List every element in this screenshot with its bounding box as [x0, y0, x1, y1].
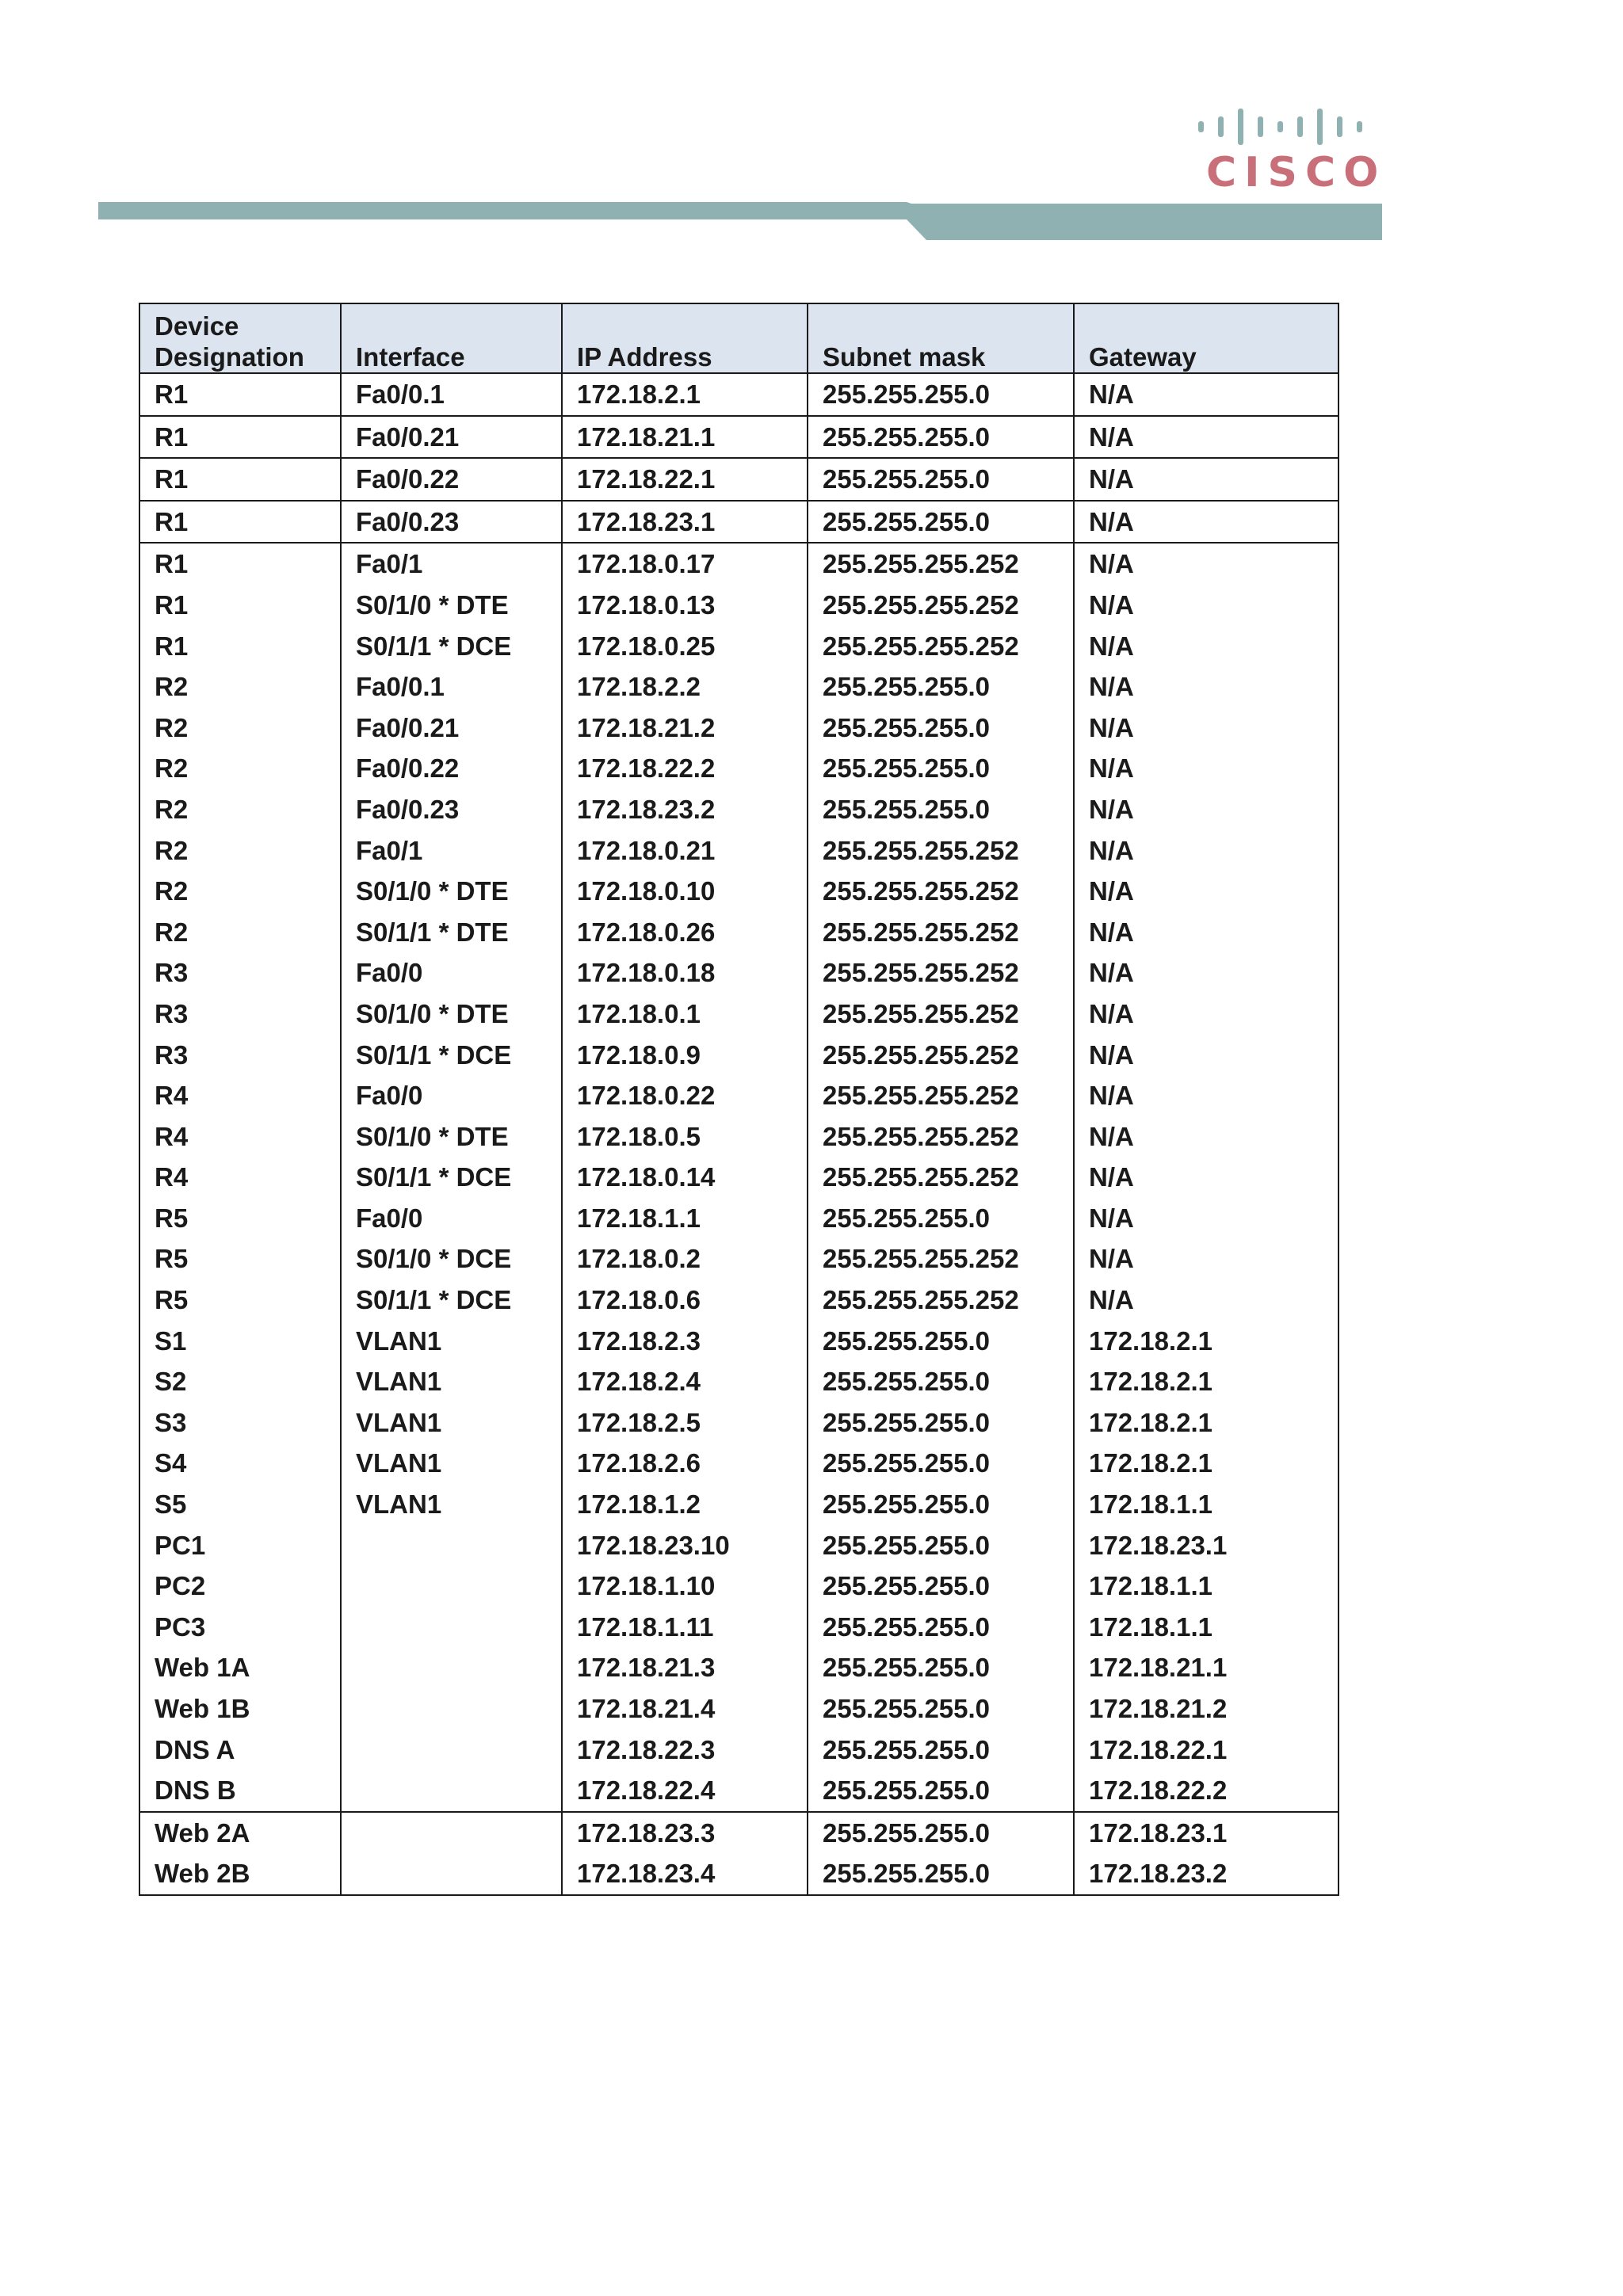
cell-interface: Fa0/0.1	[341, 373, 562, 416]
logo-bar	[1337, 116, 1342, 137]
cell-ip-address: 172.18.23.3	[562, 1812, 808, 1854]
cell-device: R2	[139, 707, 341, 749]
cell-interface: S0/1/0 * DTE	[341, 871, 562, 912]
cell-gateway: N/A	[1074, 912, 1338, 953]
cell-device: DNS B	[139, 1770, 341, 1812]
cell-device: R1	[139, 543, 341, 585]
table-row	[139, 1157, 1338, 1198]
cell-subnet-mask: 255.255.255.252	[808, 1075, 1074, 1116]
logo-bar	[1277, 121, 1283, 132]
cell-gateway: N/A	[1074, 585, 1338, 626]
cell-device: S1	[139, 1321, 341, 1362]
table-row	[139, 458, 1338, 501]
cell-device: R3	[139, 994, 341, 1035]
cell-interface: Fa0/0.21	[341, 416, 562, 459]
cell-gateway: N/A	[1074, 543, 1338, 585]
cell-gateway: 172.18.23.1	[1074, 1812, 1338, 1854]
column-header-device-designation	[139, 303, 341, 373]
cell-interface: Fa0/0.22	[341, 458, 562, 501]
cell-ip-address: 172.18.0.10	[562, 871, 808, 912]
cell-subnet-mask: 255.255.255.252	[808, 543, 1074, 585]
cell-device: R5	[139, 1198, 341, 1239]
cell-subnet-mask: 255.255.255.252	[808, 1157, 1074, 1198]
cell-ip-address: 172.18.0.2	[562, 1238, 808, 1280]
cell-ip-address: 172.18.2.5	[562, 1402, 808, 1444]
cell-interface: S0/1/1 * DTE	[341, 912, 562, 953]
table-row	[139, 1321, 1338, 1362]
cell-subnet-mask: 255.255.255.0	[808, 1361, 1074, 1402]
cell-gateway: 172.18.2.1	[1074, 1402, 1338, 1444]
logo-bar	[1198, 121, 1204, 132]
logo-bar	[1297, 116, 1303, 137]
table-row	[139, 1607, 1338, 1648]
cell-ip-address: 172.18.22.3	[562, 1730, 808, 1771]
cell-interface: Fa0/0	[341, 1075, 562, 1116]
cell-ip-address: 172.18.21.1	[562, 416, 808, 459]
cell-subnet-mask: 255.255.255.0	[808, 1198, 1074, 1239]
cell-device: R5	[139, 1280, 341, 1321]
cell-ip-address: 172.18.1.11	[562, 1607, 808, 1648]
cell-gateway: 172.18.2.1	[1074, 1443, 1338, 1484]
cell-gateway: N/A	[1074, 952, 1338, 994]
table-row	[139, 871, 1338, 912]
cell-ip-address: 172.18.0.26	[562, 912, 808, 953]
cell-subnet-mask: 255.255.255.0	[808, 458, 1074, 501]
cell-gateway: N/A	[1074, 501, 1338, 543]
cell-gateway: N/A	[1074, 707, 1338, 749]
cell-gateway: N/A	[1074, 1035, 1338, 1076]
cell-gateway: N/A	[1074, 416, 1338, 459]
cell-interface	[341, 1730, 562, 1771]
table-row	[139, 1688, 1338, 1730]
cell-interface: VLAN1	[341, 1321, 562, 1362]
table-row	[139, 1812, 1338, 1854]
cell-ip-address: 172.18.23.10	[562, 1525, 808, 1566]
cell-gateway: 172.18.2.1	[1074, 1361, 1338, 1402]
cell-interface: VLAN1	[341, 1443, 562, 1484]
table-row	[139, 952, 1338, 994]
cell-subnet-mask: 255.255.255.0	[808, 1770, 1074, 1812]
cell-subnet-mask: 255.255.255.252	[808, 626, 1074, 667]
column-header-gateway: Gateway	[1074, 303, 1338, 373]
cell-ip-address: 172.18.1.10	[562, 1566, 808, 1607]
cisco-wordmark: CISCO	[1206, 149, 1387, 196]
cell-device: R1	[139, 626, 341, 667]
table-row	[139, 501, 1338, 543]
table-row	[139, 707, 1338, 749]
cell-subnet-mask: 255.255.255.252	[808, 994, 1074, 1035]
logo-bar	[1357, 121, 1362, 132]
cell-subnet-mask: 255.255.255.252	[808, 912, 1074, 953]
table-row	[139, 373, 1338, 416]
cell-subnet-mask: 255.255.255.0	[808, 501, 1074, 543]
cell-subnet-mask: 255.255.255.0	[808, 1688, 1074, 1730]
cell-ip-address: 172.18.0.18	[562, 952, 808, 994]
cell-device: R1	[139, 585, 341, 626]
cell-gateway: N/A	[1074, 871, 1338, 912]
cell-interface: S0/1/1 * DCE	[341, 1157, 562, 1198]
table-row	[139, 543, 1338, 585]
cell-gateway: 172.18.1.1	[1074, 1607, 1338, 1648]
table-row	[139, 1198, 1338, 1239]
table-row	[139, 1075, 1338, 1116]
cell-ip-address: 172.18.0.25	[562, 626, 808, 667]
cell-gateway: N/A	[1074, 1116, 1338, 1158]
column-header-ip-address: IP Address	[562, 303, 808, 373]
cell-ip-address: 172.18.0.22	[562, 1075, 808, 1116]
cell-ip-address: 172.18.22.4	[562, 1770, 808, 1812]
table-row	[139, 1525, 1338, 1566]
cell-device: R1	[139, 501, 341, 543]
table-row	[139, 1853, 1338, 1895]
cell-interface	[341, 1853, 562, 1895]
cell-subnet-mask: 255.255.255.0	[808, 1730, 1074, 1771]
table-row	[139, 1647, 1338, 1688]
cell-subnet-mask: 255.255.255.252	[808, 1116, 1074, 1158]
cell-gateway: N/A	[1074, 373, 1338, 416]
table-row	[139, 1402, 1338, 1444]
cell-subnet-mask: 255.255.255.0	[808, 1607, 1074, 1648]
cell-device: PC2	[139, 1566, 341, 1607]
cell-gateway: 172.18.22.2	[1074, 1770, 1338, 1812]
cell-ip-address: 172.18.0.14	[562, 1157, 808, 1198]
cell-subnet-mask: 255.255.255.0	[808, 416, 1074, 459]
cell-ip-address: 172.18.0.1	[562, 994, 808, 1035]
cell-interface: Fa0/0.1	[341, 666, 562, 707]
cell-subnet-mask: 255.255.255.0	[808, 748, 1074, 789]
cell-ip-address: 172.18.23.4	[562, 1853, 808, 1895]
table-row	[139, 1116, 1338, 1158]
cell-subnet-mask: 255.255.255.0	[808, 666, 1074, 707]
cell-interface	[341, 1812, 562, 1854]
cell-interface: Fa0/1	[341, 830, 562, 871]
cell-ip-address: 172.18.2.2	[562, 666, 808, 707]
cell-interface: S0/1/0 * DTE	[341, 585, 562, 626]
cell-subnet-mask: 255.255.255.0	[808, 1647, 1074, 1688]
cell-device: R2	[139, 830, 341, 871]
cell-device: Web 1B	[139, 1688, 341, 1730]
cell-device: R1	[139, 458, 341, 501]
cell-subnet-mask: 255.255.255.0	[808, 707, 1074, 749]
cell-interface: VLAN1	[341, 1361, 562, 1402]
cell-subnet-mask: 255.255.255.0	[808, 1812, 1074, 1854]
cell-ip-address: 172.18.22.1	[562, 458, 808, 501]
column-header-subnet-mask: Subnet mask	[808, 303, 1074, 373]
cell-gateway: N/A	[1074, 1198, 1338, 1239]
cell-device: Web 2A	[139, 1812, 341, 1854]
cell-ip-address: 172.18.1.2	[562, 1484, 808, 1525]
cell-ip-address: 172.18.2.3	[562, 1321, 808, 1362]
cell-ip-address: 172.18.23.2	[562, 789, 808, 830]
column-header-interface: Interface	[341, 303, 562, 373]
logo-bar	[1317, 109, 1323, 145]
column-header-device-line1: Device	[155, 311, 239, 341]
cell-gateway: N/A	[1074, 1238, 1338, 1280]
cell-interface: S0/1/1 * DCE	[341, 1035, 562, 1076]
cell-gateway: N/A	[1074, 1157, 1338, 1198]
cell-gateway: 172.18.23.2	[1074, 1853, 1338, 1895]
cell-ip-address: 172.18.2.4	[562, 1361, 808, 1402]
table-row	[139, 1566, 1338, 1607]
cell-device: R5	[139, 1238, 341, 1280]
cell-gateway: N/A	[1074, 626, 1338, 667]
cell-subnet-mask: 255.255.255.0	[808, 1402, 1074, 1444]
cell-interface: S0/1/0 * DCE	[341, 1238, 562, 1280]
table-header	[139, 303, 1338, 373]
table-row	[139, 626, 1338, 667]
table-row	[139, 1280, 1338, 1321]
table-row	[139, 666, 1338, 707]
cell-gateway: N/A	[1074, 1280, 1338, 1321]
cell-device: R3	[139, 952, 341, 994]
cell-device: Web 1A	[139, 1647, 341, 1688]
cell-ip-address: 172.18.0.9	[562, 1035, 808, 1076]
cell-subnet-mask: 255.255.255.0	[808, 1321, 1074, 1362]
cisco-logo	[1189, 93, 1387, 204]
cell-subnet-mask: 255.255.255.252	[808, 952, 1074, 994]
cell-subnet-mask: 255.255.255.252	[808, 1035, 1074, 1076]
table-row	[139, 994, 1338, 1035]
cisco-bars-icon	[1189, 93, 1387, 149]
cell-gateway: N/A	[1074, 666, 1338, 707]
logo-bar	[1258, 116, 1263, 137]
cell-gateway: 172.18.21.2	[1074, 1688, 1338, 1730]
table-row	[139, 912, 1338, 953]
cell-interface	[341, 1770, 562, 1812]
cell-subnet-mask: 255.255.255.0	[808, 789, 1074, 830]
cell-subnet-mask: 255.255.255.0	[808, 1566, 1074, 1607]
header-band	[98, 202, 1382, 242]
table-row	[139, 1770, 1338, 1812]
cell-ip-address: 172.18.21.2	[562, 707, 808, 749]
cell-device: R1	[139, 373, 341, 416]
cell-device: R2	[139, 871, 341, 912]
cell-ip-address: 172.18.0.17	[562, 543, 808, 585]
cell-gateway: 172.18.21.1	[1074, 1647, 1338, 1688]
cell-device: S3	[139, 1402, 341, 1444]
cell-interface: Fa0/1	[341, 543, 562, 585]
cell-gateway: N/A	[1074, 830, 1338, 871]
cell-subnet-mask: 255.255.255.0	[808, 373, 1074, 416]
cell-ip-address: 172.18.0.21	[562, 830, 808, 871]
cell-ip-address: 172.18.21.4	[562, 1688, 808, 1730]
table-row	[139, 1484, 1338, 1525]
logo-bar	[1218, 116, 1224, 137]
cell-interface	[341, 1566, 562, 1607]
cell-device: S5	[139, 1484, 341, 1525]
cell-gateway: 172.18.2.1	[1074, 1321, 1338, 1362]
cell-interface: S0/1/1 * DCE	[341, 1280, 562, 1321]
header-band-shape	[98, 202, 1382, 240]
cell-device: Web 2B	[139, 1853, 341, 1895]
cell-subnet-mask: 255.255.255.0	[808, 1443, 1074, 1484]
table-row	[139, 830, 1338, 871]
table-row	[139, 1238, 1338, 1280]
cell-interface: S0/1/0 * DTE	[341, 994, 562, 1035]
cell-ip-address: 172.18.2.6	[562, 1443, 808, 1484]
cell-interface	[341, 1647, 562, 1688]
table-body	[139, 373, 1338, 1895]
cell-gateway: N/A	[1074, 789, 1338, 830]
table-row	[139, 1035, 1338, 1076]
cell-interface: Fa0/0.23	[341, 501, 562, 543]
table-row	[139, 585, 1338, 626]
cell-subnet-mask: 255.255.255.252	[808, 585, 1074, 626]
cell-ip-address: 172.18.2.1	[562, 373, 808, 416]
cell-device: R2	[139, 748, 341, 789]
cell-device: S4	[139, 1443, 341, 1484]
cell-subnet-mask: 255.255.255.252	[808, 871, 1074, 912]
addressing-table	[139, 303, 1339, 1896]
cell-ip-address: 172.18.23.1	[562, 501, 808, 543]
cell-interface: Fa0/0.23	[341, 789, 562, 830]
table-row	[139, 1730, 1338, 1771]
cell-interface: Fa0/0	[341, 952, 562, 994]
cell-device: DNS A	[139, 1730, 341, 1771]
cell-device: R4	[139, 1075, 341, 1116]
cell-interface: Fa0/0	[341, 1198, 562, 1239]
cell-interface: Fa0/0.22	[341, 748, 562, 789]
cell-gateway: N/A	[1074, 994, 1338, 1035]
cell-interface	[341, 1525, 562, 1566]
table-row	[139, 789, 1338, 830]
cell-device: R4	[139, 1157, 341, 1198]
cell-gateway: 172.18.22.1	[1074, 1730, 1338, 1771]
cell-gateway: N/A	[1074, 748, 1338, 789]
cell-ip-address: 172.18.0.13	[562, 585, 808, 626]
cell-interface: VLAN1	[341, 1484, 562, 1525]
cell-subnet-mask: 255.255.255.252	[808, 1280, 1074, 1321]
logo-bar	[1238, 109, 1243, 145]
cell-gateway: 172.18.1.1	[1074, 1484, 1338, 1525]
cell-device: R2	[139, 789, 341, 830]
header-row	[139, 303, 1338, 373]
cell-device: R4	[139, 1116, 341, 1158]
cell-subnet-mask: 255.255.255.0	[808, 1525, 1074, 1566]
cell-device: R2	[139, 666, 341, 707]
cell-device: PC1	[139, 1525, 341, 1566]
cell-ip-address: 172.18.22.2	[562, 748, 808, 789]
cell-interface: S0/1/0 * DTE	[341, 1116, 562, 1158]
table-row	[139, 748, 1338, 789]
cell-device: PC3	[139, 1607, 341, 1648]
cell-gateway: N/A	[1074, 458, 1338, 501]
cell-gateway: 172.18.1.1	[1074, 1566, 1338, 1607]
column-header-device-line2: Designation	[155, 342, 304, 372]
cell-interface: Fa0/0.21	[341, 707, 562, 749]
cell-device: R1	[139, 416, 341, 459]
table-row	[139, 1443, 1338, 1484]
cell-subnet-mask: 255.255.255.0	[808, 1484, 1074, 1525]
cell-subnet-mask: 255.255.255.252	[808, 1238, 1074, 1280]
cell-device: R3	[139, 1035, 341, 1076]
cell-interface: VLAN1	[341, 1402, 562, 1444]
cell-interface	[341, 1688, 562, 1730]
cell-gateway: N/A	[1074, 1075, 1338, 1116]
cell-subnet-mask: 255.255.255.0	[808, 1853, 1074, 1895]
table-row	[139, 1361, 1338, 1402]
cell-device: S2	[139, 1361, 341, 1402]
cell-interface	[341, 1607, 562, 1648]
cell-device: R2	[139, 912, 341, 953]
table-row	[139, 416, 1338, 459]
cell-ip-address: 172.18.21.3	[562, 1647, 808, 1688]
cell-ip-address: 172.18.0.6	[562, 1280, 808, 1321]
cell-interface: S0/1/1 * DCE	[341, 626, 562, 667]
cell-gateway: 172.18.23.1	[1074, 1525, 1338, 1566]
cell-subnet-mask: 255.255.255.252	[808, 830, 1074, 871]
cell-ip-address: 172.18.0.5	[562, 1116, 808, 1158]
cell-ip-address: 172.18.1.1	[562, 1198, 808, 1239]
